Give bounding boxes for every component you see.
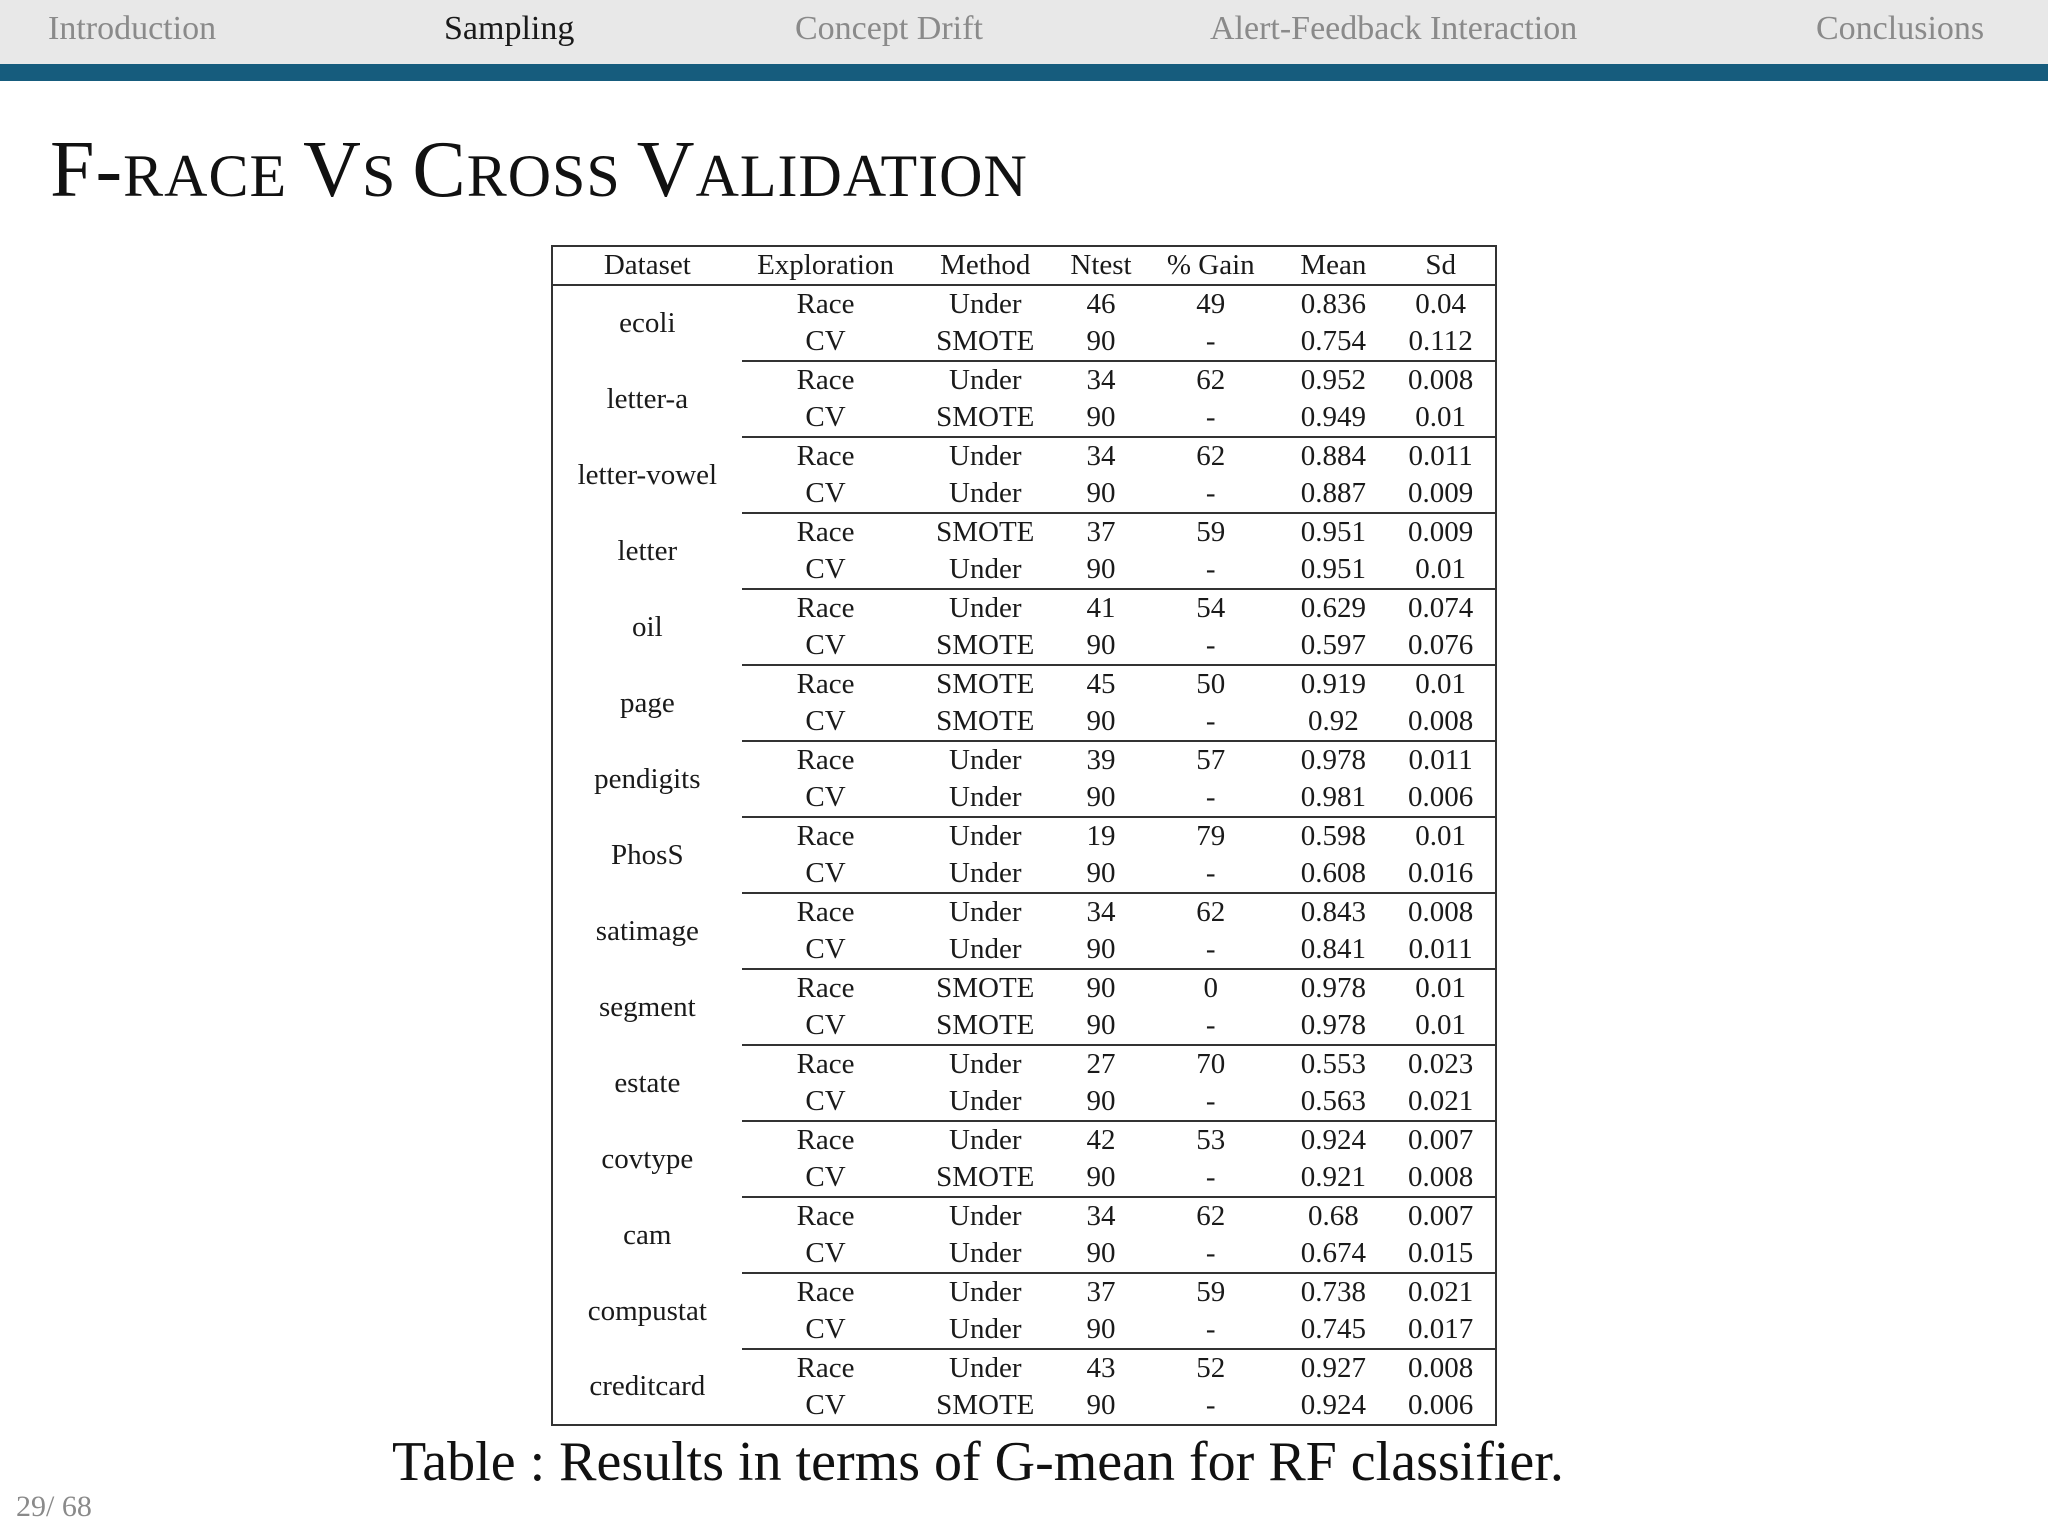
table-cell: 0.952 <box>1300 364 1367 396</box>
table-cell: 0.008 <box>1408 896 1474 928</box>
dataset-cell: creditcard <box>589 1370 706 1402</box>
table-cell: 90 <box>1061 1235 1141 1273</box>
table-cell: CV <box>742 779 910 817</box>
table-cell: 0.01 <box>1386 551 1496 589</box>
table-cell: 79 <box>1196 820 1226 852</box>
table-cell: Race <box>796 896 855 928</box>
table-cell: 0.674 <box>1281 1235 1387 1273</box>
table-cell: CV <box>742 323 910 361</box>
table-cell: Under <box>909 931 1061 969</box>
nav-item-conclusions[interactable]: Conclusions <box>1816 10 1985 47</box>
title-fragment: ROSS <box>466 143 637 209</box>
table-cell: 54 <box>1196 592 1226 624</box>
table-cell: 90 <box>1061 627 1141 665</box>
table-cell: Race <box>796 364 855 396</box>
table-cell: 0.006 <box>1386 779 1496 817</box>
table-cell: 90 <box>1061 931 1141 969</box>
table-cell: 0.008 <box>1408 1352 1474 1384</box>
title-fragment: RACE <box>123 143 304 209</box>
table-row <box>552 1121 1496 1159</box>
table-cell: CV <box>742 475 910 513</box>
table-cell: 90 <box>1061 1387 1141 1425</box>
table-cell: Race <box>796 1048 855 1080</box>
table-cell: 0.01 <box>1415 668 1466 700</box>
navigation-accent-rule <box>0 64 2048 81</box>
table-cell: Under <box>949 896 1022 928</box>
table-cell: 0.843 <box>1300 896 1367 928</box>
table-cell: 0 <box>1203 972 1218 1004</box>
table-cell: Race <box>796 592 855 624</box>
table-cell: 0.978 <box>1300 744 1367 776</box>
title-fragment: F- <box>50 126 124 214</box>
table-cell: 0.008 <box>1386 1159 1496 1197</box>
table-cell: Under <box>949 1048 1022 1080</box>
table-cell: 0.01 <box>1415 820 1466 852</box>
table-cell: 53 <box>1196 1124 1226 1156</box>
table-cell: 0.021 <box>1408 1276 1474 1308</box>
table-cell: 0.978 <box>1300 972 1367 1004</box>
table-cell: Under <box>949 1352 1022 1384</box>
dataset-cell: satimage <box>595 914 699 947</box>
table-cell: Race <box>796 668 855 700</box>
table-cell: 0.597 <box>1281 627 1387 665</box>
table-cell: - <box>1141 551 1281 589</box>
table-cell: 0.023 <box>1408 1048 1474 1080</box>
table-cell: - <box>1141 1083 1281 1121</box>
table-cell: 0.598 <box>1300 820 1367 852</box>
table-cell: 90 <box>1061 1083 1141 1121</box>
table-row <box>552 437 1496 475</box>
table-cell: 90 <box>1061 1311 1141 1349</box>
column-header: Mean <box>1281 246 1387 285</box>
nav-item-concept-drift[interactable]: Concept Drift <box>795 10 983 47</box>
table-cell: SMOTE <box>936 972 1035 1004</box>
table-cell: - <box>1141 855 1281 893</box>
nav-item-introduction[interactable]: Introduction <box>48 10 217 47</box>
table-cell: 0.884 <box>1300 440 1367 472</box>
table-cell: 0.007 <box>1408 1124 1474 1156</box>
dataset-cell: PhosS <box>611 838 684 871</box>
table-cell: 0.007 <box>1408 1200 1474 1232</box>
table-cell: 0.951 <box>1281 551 1387 589</box>
table-cell: - <box>1141 399 1281 437</box>
table-cell: Race <box>796 440 855 472</box>
table-cell: Race <box>796 1276 855 1308</box>
column-header: Sd <box>1386 246 1496 285</box>
table-row <box>552 741 1496 779</box>
dataset-cell: pendigits <box>594 762 701 795</box>
table-cell: SMOTE <box>909 627 1061 665</box>
table-cell: 0.112 <box>1386 323 1496 361</box>
table-cell: 0.074 <box>1408 592 1474 624</box>
table-cell: - <box>1141 323 1281 361</box>
title-fragment: ALIDATION <box>695 143 1028 209</box>
table-cell: CV <box>742 1083 910 1121</box>
table-cell: 34 <box>1086 1200 1116 1232</box>
title-fragment: C <box>412 126 467 214</box>
table-cell: Race <box>796 1200 855 1232</box>
table-cell: 0.629 <box>1300 592 1367 624</box>
table-cell: 62 <box>1196 440 1226 472</box>
dataset-cell: covtype <box>601 1142 694 1175</box>
table-cell: 0.01 <box>1415 972 1466 1004</box>
table-cell: 0.008 <box>1408 364 1474 396</box>
dataset-cell: letter-vowel <box>577 458 718 491</box>
table-cell: 0.021 <box>1386 1083 1496 1121</box>
table-cell: CV <box>742 1007 910 1045</box>
table-cell: 0.016 <box>1386 855 1496 893</box>
table-cell: SMOTE <box>909 1387 1061 1425</box>
table-cell: 0.745 <box>1281 1311 1387 1349</box>
table-cell: 0.924 <box>1281 1387 1387 1425</box>
table-cell: 0.011 <box>1386 931 1496 969</box>
table-row <box>552 1349 1496 1387</box>
table-cell: Under <box>949 364 1022 396</box>
table-cell: 0.011 <box>1408 744 1473 776</box>
table-row <box>552 817 1496 855</box>
table-cell: 0.92 <box>1281 703 1387 741</box>
table-cell: 0.011 <box>1408 440 1473 472</box>
table-row <box>552 893 1496 931</box>
table-row <box>552 665 1496 703</box>
table-cell: 62 <box>1196 896 1226 928</box>
table-cell: Under <box>949 440 1022 472</box>
table-cell: 90 <box>1061 779 1141 817</box>
table-cell: 0.919 <box>1300 668 1367 700</box>
table-cell: Under <box>909 1083 1061 1121</box>
table-cell: CV <box>742 1387 910 1425</box>
table-cell: 62 <box>1196 364 1226 396</box>
table-cell: - <box>1141 779 1281 817</box>
table-cell: 37 <box>1086 516 1116 548</box>
table-cell: Race <box>796 972 855 1004</box>
table-cell: Under <box>949 744 1022 776</box>
column-header: % Gain <box>1141 246 1281 285</box>
title-fragment: S <box>361 143 413 209</box>
table-cell: 37 <box>1086 1276 1116 1308</box>
section-navigation-bar <box>0 0 2048 64</box>
table-cell: 34 <box>1086 440 1116 472</box>
table-cell: 0.04 <box>1415 288 1466 320</box>
table-cell: - <box>1141 627 1281 665</box>
page-number: 29/ 68 <box>16 1490 92 1523</box>
table-cell: Under <box>949 288 1022 320</box>
table-cell: Under <box>949 1276 1022 1308</box>
table-cell: 59 <box>1196 1276 1226 1308</box>
table-cell: 0.006 <box>1386 1387 1496 1425</box>
table-cell: 0.68 <box>1308 1200 1359 1232</box>
table-cell: 0.924 <box>1300 1124 1367 1156</box>
column-header: Exploration <box>742 246 910 285</box>
table-cell: 0.553 <box>1300 1048 1367 1080</box>
table-cell: Under <box>909 1311 1061 1349</box>
table-cell: - <box>1141 1387 1281 1425</box>
dataset-cell: oil <box>632 610 663 643</box>
table-cell: 0.563 <box>1281 1083 1387 1121</box>
results-table <box>551 245 1497 1426</box>
table-cell: Under <box>949 1200 1022 1232</box>
title-fragment: V <box>303 126 362 214</box>
dataset-cell: letter-a <box>606 382 689 415</box>
table-cell: 90 <box>1061 703 1141 741</box>
table-cell: 45 <box>1086 668 1116 700</box>
table-row <box>552 969 1496 1007</box>
table-cell: 0.076 <box>1386 627 1496 665</box>
table-cell: 27 <box>1086 1048 1116 1080</box>
table-cell: Under <box>949 820 1022 852</box>
table-cell: 43 <box>1086 1352 1116 1384</box>
table-cell: 0.608 <box>1281 855 1387 893</box>
table-cell: 52 <box>1196 1352 1226 1384</box>
table-cell: 0.921 <box>1281 1159 1387 1197</box>
table-row <box>552 285 1496 323</box>
table-cell: Race <box>796 1352 855 1384</box>
dataset-cell: compustat <box>587 1294 707 1327</box>
table-row <box>552 1197 1496 1235</box>
table-cell: Race <box>796 288 855 320</box>
table-cell: Under <box>909 475 1061 513</box>
table-cell: SMOTE <box>909 323 1061 361</box>
dataset-cell: segment <box>599 990 696 1023</box>
table-cell: 42 <box>1086 1124 1116 1156</box>
table-cell: Under <box>909 779 1061 817</box>
table-cell: 41 <box>1086 592 1116 624</box>
dataset-cell: cam <box>623 1218 672 1251</box>
table-cell: Under <box>909 551 1061 589</box>
column-header: Method <box>909 246 1061 285</box>
table-cell: 34 <box>1086 896 1116 928</box>
table-cell: Under <box>949 592 1022 624</box>
table-cell: 57 <box>1196 744 1226 776</box>
table-row <box>552 589 1496 627</box>
table-cell: 0.008 <box>1386 703 1496 741</box>
table-cell: - <box>1141 1007 1281 1045</box>
table-cell: CV <box>742 931 910 969</box>
table-cell: SMOTE <box>936 668 1035 700</box>
table-cell: 0.836 <box>1300 288 1367 320</box>
table-cell: CV <box>742 1235 910 1273</box>
table-cell: 90 <box>1061 551 1141 589</box>
table-cell: Under <box>949 1124 1022 1156</box>
table-cell: 0.841 <box>1281 931 1387 969</box>
table-cell: 0.738 <box>1300 1276 1367 1308</box>
table-row <box>552 513 1496 551</box>
table-cell: - <box>1141 1159 1281 1197</box>
table-cell: SMOTE <box>936 516 1035 548</box>
table-cell: - <box>1141 703 1281 741</box>
table-cell: Race <box>796 1124 855 1156</box>
table-header-row <box>552 246 1496 285</box>
table-cell: 19 <box>1086 820 1116 852</box>
dataset-cell: letter <box>617 534 678 567</box>
nav-item-sampling[interactable]: Sampling <box>444 10 575 47</box>
table-row <box>552 1045 1496 1083</box>
column-header: Dataset <box>552 246 742 285</box>
table-cell: CV <box>742 551 910 589</box>
table-cell: Race <box>796 744 855 776</box>
table-cell: SMOTE <box>909 1007 1061 1045</box>
slide-title <box>50 125 1028 221</box>
table-cell: - <box>1141 1235 1281 1273</box>
table-body <box>552 285 1496 1425</box>
table-cell: - <box>1141 1311 1281 1349</box>
table-cell: 50 <box>1196 668 1226 700</box>
table-cell: Under <box>909 855 1061 893</box>
title-fragment: V <box>636 126 696 214</box>
table-cell: 90 <box>1061 1007 1141 1045</box>
table-cell: 90 <box>1061 399 1141 437</box>
table-cell: 90 <box>1061 855 1141 893</box>
dataset-cell: ecoli <box>619 307 676 339</box>
table-cell: 0.978 <box>1281 1007 1387 1045</box>
table-cell: SMOTE <box>909 1159 1061 1197</box>
table-row <box>552 361 1496 399</box>
table-cell: Under <box>909 1235 1061 1273</box>
table-cell: CV <box>742 855 910 893</box>
table-cell: 0.009 <box>1408 516 1474 548</box>
table-cell: 62 <box>1196 1200 1226 1232</box>
table-cell: 59 <box>1196 516 1226 548</box>
table-cell: SMOTE <box>909 703 1061 741</box>
table-cell: 90 <box>1061 475 1141 513</box>
table-cell: 0.887 <box>1281 475 1387 513</box>
table-cell: Race <box>796 820 855 852</box>
table-cell: 90 <box>1061 1159 1141 1197</box>
table-cell: 34 <box>1086 364 1116 396</box>
table-cell: 39 <box>1086 744 1116 776</box>
table-cell: 0.017 <box>1386 1311 1496 1349</box>
table-cell: CV <box>742 1311 910 1349</box>
table-cell: 70 <box>1196 1048 1226 1080</box>
table-cell: SMOTE <box>909 399 1061 437</box>
table-cell: CV <box>742 703 910 741</box>
table-cell: CV <box>742 1159 910 1197</box>
table-cell: 0.981 <box>1281 779 1387 817</box>
table-cell: 46 <box>1086 288 1116 320</box>
table-cell: - <box>1141 475 1281 513</box>
table-cell: 49 <box>1196 288 1226 320</box>
table-cell: 0.949 <box>1281 399 1387 437</box>
table-cell: 0.01 <box>1386 1007 1496 1045</box>
dataset-cell: page <box>619 686 675 719</box>
table-caption: Table : Results in terms of G-mean for RF classifier. <box>392 1431 1564 1493</box>
table-cell: 0.01 <box>1386 399 1496 437</box>
dataset-cell: estate <box>614 1066 681 1099</box>
table-cell: 0.015 <box>1386 1235 1496 1273</box>
column-header: Ntest <box>1061 246 1141 285</box>
table-cell: - <box>1141 931 1281 969</box>
table-cell: CV <box>742 627 910 665</box>
table-cell: 0.951 <box>1300 516 1367 548</box>
table-row <box>552 1273 1496 1311</box>
table-cell: 90 <box>1061 323 1141 361</box>
table-cell: Race <box>796 516 855 548</box>
nav-item-alert-feedback-interaction[interactable]: Alert-Feedback Interaction <box>1210 10 1578 47</box>
table-cell: CV <box>742 399 910 437</box>
table-cell: 0.927 <box>1300 1352 1367 1384</box>
table-cell: 0.009 <box>1386 475 1496 513</box>
table-cell: 90 <box>1086 972 1116 1004</box>
table-cell: 0.754 <box>1281 323 1387 361</box>
